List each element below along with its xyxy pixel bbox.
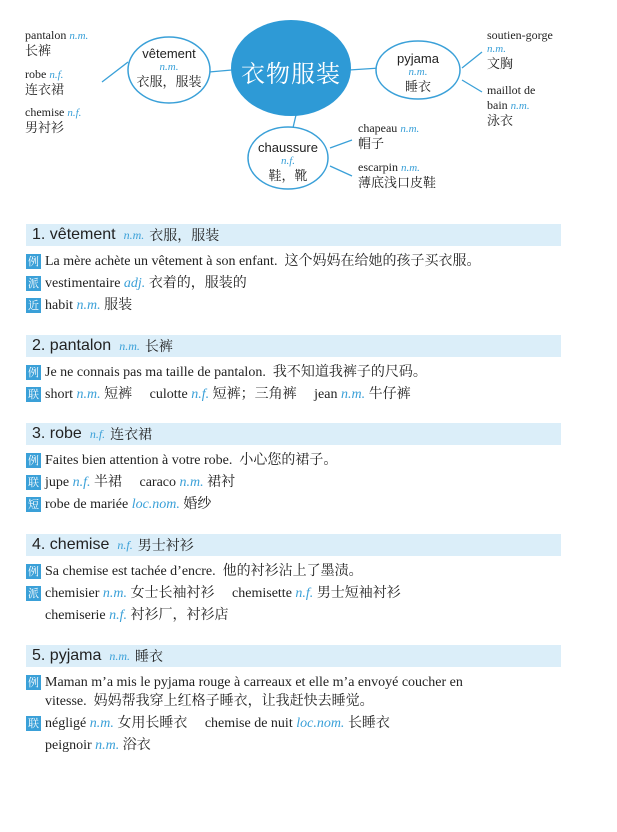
synonym-badge: 近 xyxy=(28,299,39,312)
headword: robe xyxy=(49,425,82,442)
phrase-badge: 短 xyxy=(28,498,39,511)
related-word: négligé xyxy=(45,716,87,731)
headword-cn: 睡衣 xyxy=(135,649,164,665)
example-cn: 我不知道我裤子的尺码。 xyxy=(272,365,427,380)
example-line xyxy=(26,562,561,581)
word: maillot de xyxy=(487,83,536,97)
derived-cn: 男士短袖衬衫 xyxy=(316,586,401,601)
entry-header xyxy=(26,423,561,445)
example-line xyxy=(26,673,561,711)
example-badge: 例 xyxy=(28,454,39,467)
related-word: peignoir xyxy=(45,738,92,753)
pos: n.m. xyxy=(400,162,420,174)
related-word: jean xyxy=(314,387,338,402)
derived-word: chemisette xyxy=(232,586,292,601)
pos: n.f. xyxy=(49,69,64,81)
example-badge: 例 xyxy=(28,565,39,578)
example-fr: Faites bien attention à votre robe. xyxy=(45,453,233,468)
example-cn: 他的衬衫沾上了墨渍。 xyxy=(222,564,363,579)
cn: 帽子 xyxy=(358,136,385,151)
word: robe xyxy=(25,67,47,81)
related-word: jupe xyxy=(45,475,70,490)
map-item-pantalon xyxy=(25,28,88,59)
example-cn: 妈妈帮我穿上红格子睡衣，让我赶快去睡觉。 xyxy=(93,694,374,709)
headword-pos: n.m. xyxy=(123,227,145,242)
example-line xyxy=(26,451,561,470)
related-line xyxy=(26,714,561,733)
derived-line xyxy=(26,274,561,293)
bubble-word: vêtement xyxy=(142,46,196,61)
derived-cn: 女士长袖衬衫 xyxy=(130,586,215,601)
headword: pantalon xyxy=(49,337,112,354)
word: chapeau xyxy=(358,121,398,135)
example-badge: 例 xyxy=(28,255,39,268)
phrase-cn: 婚纱 xyxy=(183,497,212,512)
related-line-2 xyxy=(26,736,561,755)
chaussure-bubble xyxy=(248,140,328,184)
derived-word: vestimentaire xyxy=(45,276,121,291)
related-cn: 裙衬 xyxy=(207,475,236,490)
related-cn: 女用长睡衣 xyxy=(117,716,188,731)
example-fr: La mère achète un vêtement à son enfant. xyxy=(45,254,278,269)
derived-badge: 派 xyxy=(28,277,39,290)
derived-line xyxy=(26,584,561,603)
derived-word: chemisier xyxy=(45,586,100,601)
synonym-line xyxy=(26,296,561,315)
derived-cn: 衣着的，服装的 xyxy=(148,276,247,291)
related-pos: n.f. xyxy=(191,387,210,402)
word2: bain xyxy=(487,98,508,112)
example-fr: Je ne connais pas ma taille de pantalon. xyxy=(45,365,266,380)
pos: n.m. xyxy=(400,123,420,135)
related-cn: 长睡衣 xyxy=(347,716,390,731)
cn: 文胸 xyxy=(487,56,514,71)
related-word: chemise de nuit xyxy=(204,716,293,731)
related-pos: n.m. xyxy=(179,475,204,490)
derived-badge: 派 xyxy=(28,587,39,600)
map-item-maillot xyxy=(487,83,535,129)
map-item-chapeau xyxy=(358,121,419,152)
center-title: 衣物服装 xyxy=(241,60,341,88)
related-pos: loc.nom. xyxy=(296,716,345,731)
related-line xyxy=(26,385,561,404)
word: soutien-gorge xyxy=(487,28,553,42)
bubble-cn: 鞋，靴 xyxy=(268,168,308,183)
entry-number: 1. xyxy=(32,226,46,243)
related-badge: 联 xyxy=(28,476,39,489)
derived-pos: adj. xyxy=(123,276,146,291)
pos: n.m. xyxy=(69,30,89,42)
bubble-pos: n.m. xyxy=(408,66,428,78)
entry-number: 4. xyxy=(32,536,46,553)
example-cn: 这个妈妈在给她的孩子买衣服。 xyxy=(284,254,481,269)
bubble-word: chaussure xyxy=(258,140,318,155)
map-item-escarpin xyxy=(358,160,436,191)
related-pos: n.m. xyxy=(89,716,114,731)
related-cn: 牛仔裤 xyxy=(368,387,411,402)
synonym-word: habit xyxy=(45,298,73,313)
example-cn: 小心您的裙子。 xyxy=(239,453,338,468)
entry-header xyxy=(26,645,561,667)
headword-pos: n.m. xyxy=(119,338,140,353)
entry-chemise xyxy=(26,534,561,625)
center-bubble xyxy=(231,54,351,89)
related-pos: n.m. xyxy=(95,738,120,753)
bubble-pos: n.m. xyxy=(159,61,179,73)
bubble-cn: 睡衣 xyxy=(404,79,431,94)
entry-pantalon xyxy=(26,335,561,404)
entry-header xyxy=(26,335,561,357)
word: escarpin xyxy=(358,160,398,174)
headword-pos: n.f. xyxy=(89,426,106,441)
derived-line-2 xyxy=(26,606,561,625)
pyjama-bubble xyxy=(376,51,460,95)
related-pos: n.m. xyxy=(76,387,101,402)
related-cn: 半裙 xyxy=(94,475,122,490)
phrase-word: robe de mariée xyxy=(45,497,129,512)
cn: 男衬衫 xyxy=(25,120,65,135)
headword-cn: 男士衬衫 xyxy=(137,538,194,554)
related-pos: n.m. xyxy=(340,387,366,402)
related-badge: 联 xyxy=(28,717,39,730)
synonym-pos: n.m. xyxy=(76,298,101,313)
example-fr: Maman m’a mis le pyjama rouge à carreaux et elle m’a envoyé coucher en xyxy=(45,675,463,690)
word: chemise xyxy=(25,105,65,119)
example-line xyxy=(26,252,561,271)
related-line xyxy=(26,473,561,492)
cn: 长裤 xyxy=(25,43,52,58)
entry-robe xyxy=(26,423,561,514)
headword: pyjama xyxy=(49,647,102,664)
bubble-word: pyjama xyxy=(397,51,439,66)
derived-word: chemiserie xyxy=(45,608,106,623)
cn: 泳衣 xyxy=(487,113,514,128)
headword-pos: n.m. xyxy=(109,648,131,663)
map-item-soutien-gorge xyxy=(487,28,553,72)
pos: n.f. xyxy=(67,107,82,119)
entry-vetement xyxy=(26,224,561,315)
headword-pos: n.f. xyxy=(117,537,133,552)
entry-header xyxy=(26,534,561,556)
phrase-pos: loc.nom. xyxy=(131,497,180,512)
map-item-robe xyxy=(25,67,64,98)
bubble-pos: n.f. xyxy=(280,155,296,167)
headword-cn: 衣服，服装 xyxy=(149,228,220,244)
phrase-line xyxy=(26,495,561,514)
headword-cn: 长裤 xyxy=(144,339,173,355)
synonym-cn: 服装 xyxy=(104,298,133,313)
derived-pos: n.f. xyxy=(295,586,314,601)
headword-cn: 连衣裙 xyxy=(110,427,153,443)
derived-cn: 衬衫厂，衬衫店 xyxy=(130,608,229,623)
derived-pos: n.f. xyxy=(109,608,128,623)
map-item-chemise xyxy=(25,105,81,136)
cn: 薄底浅口皮鞋 xyxy=(358,175,437,190)
pos: n.m. xyxy=(510,100,530,112)
related-cn: 短裤；三角裤 xyxy=(212,387,297,402)
derived-pos: n.m. xyxy=(102,586,128,601)
related-badge: 联 xyxy=(28,388,39,401)
bubble-cn: 衣服，服装 xyxy=(136,74,202,89)
related-pos: n.f. xyxy=(72,475,91,490)
example-badge: 例 xyxy=(28,366,39,379)
entry-number: 2. xyxy=(32,337,46,354)
related-word: short xyxy=(45,387,73,402)
entry-number: 5. xyxy=(32,647,46,664)
example-badge: 例 xyxy=(28,676,39,689)
word: pantalon xyxy=(25,28,67,42)
related-word: culotte xyxy=(149,387,188,402)
cn: 连衣裙 xyxy=(25,82,65,97)
entry-header xyxy=(26,224,561,246)
example-fr: Sa chemise est tachée d’encre. xyxy=(45,564,216,579)
related-cn: 浴衣 xyxy=(122,738,151,753)
headword: chemise xyxy=(49,536,110,553)
example-fr-cont: vitesse. xyxy=(45,694,87,709)
vetement-bubble xyxy=(128,46,210,90)
related-cn: 短裤 xyxy=(104,387,133,402)
pos: n.m. xyxy=(487,43,506,55)
example-line xyxy=(26,363,561,382)
entry-number: 3. xyxy=(32,425,46,442)
related-word: caraco xyxy=(139,475,177,490)
entry-pyjama xyxy=(26,645,561,755)
headword: vêtement xyxy=(49,226,116,243)
